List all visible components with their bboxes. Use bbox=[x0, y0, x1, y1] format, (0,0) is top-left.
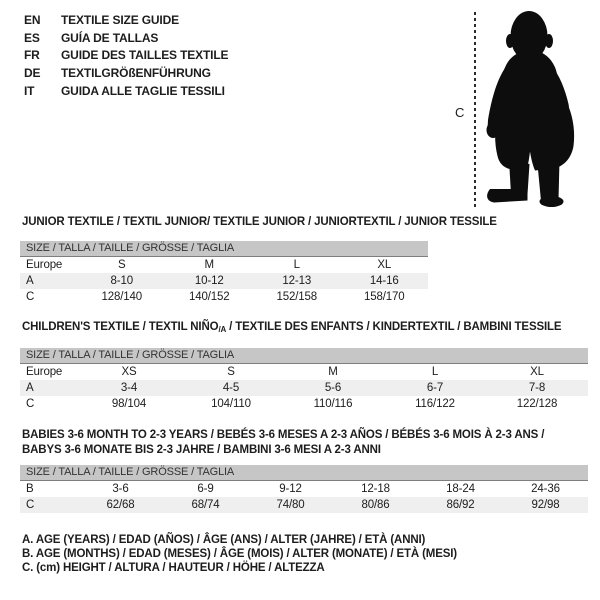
note-line-a: A. AGE (YEARS) / EDAD (AÑOS) / ÂGE (ANS) / ALTER (JAHRE) / ETÀ (ANNI) bbox=[22, 534, 426, 546]
language-title: GUIDA ALLE TAGLIE TESSILI bbox=[61, 84, 225, 99]
table-cell: 12-18 bbox=[361, 483, 390, 495]
language-row bbox=[24, 29, 228, 47]
table-cell: 98/104 bbox=[111, 398, 147, 410]
section-title-line2: BABYS 3-6 MONATE BIS 2-3 JAHRE / BAMBINI 3-6 MESI A 2-3 ANNI bbox=[22, 444, 381, 456]
table-cell: 74/80 bbox=[276, 499, 305, 511]
table-cell: L bbox=[293, 259, 300, 271]
table-cell: 6-7 bbox=[426, 382, 444, 394]
section-babies bbox=[20, 428, 588, 513]
table-row bbox=[20, 364, 588, 380]
language-row bbox=[24, 47, 228, 65]
section-children bbox=[20, 321, 588, 412]
size-table-children bbox=[20, 348, 588, 412]
height-marker-label: C bbox=[455, 105, 465, 120]
table-cell: 6-9 bbox=[197, 483, 214, 495]
section-title-prefix: CHILDREN'S TEXTILE / TEXTIL NIÑO bbox=[22, 321, 219, 333]
note-line-c: C. (cm) HEIGHT / ALTURA / HAUTEUR / HÖHE / ALTEZZA bbox=[22, 562, 325, 574]
table-cell: 3-4 bbox=[120, 382, 138, 394]
size-table-header: SIZE / TALLA / TAILLE / GRÖSSE / TAGLIA bbox=[20, 241, 428, 257]
language-code: DE bbox=[24, 66, 41, 81]
table-cell: 62/68 bbox=[106, 499, 135, 511]
table-cell: 8-10 bbox=[110, 275, 133, 287]
language-list bbox=[24, 11, 228, 100]
language-code: FR bbox=[24, 48, 40, 63]
baby-silhouette-icon bbox=[484, 8, 580, 208]
size-table-babies bbox=[20, 465, 588, 513]
language-title: GUIDE DES TAILLES TEXTILE bbox=[61, 48, 229, 63]
table-cell: 4-5 bbox=[222, 382, 240, 394]
table-cell: 116/122 bbox=[415, 398, 455, 410]
table-row bbox=[20, 380, 588, 396]
row-label: Europe bbox=[26, 259, 63, 271]
size-table-junior bbox=[20, 241, 428, 305]
section-title-line1: BABIES 3-6 MONTH TO 2-3 YEARS / BEBÉS 3-6 MESES A 2-3 AÑOS / BÉBÉS 3-6 MOIS À 2-3 ANS / bbox=[22, 429, 545, 441]
table-cell: S bbox=[117, 259, 126, 271]
table-cell: XL bbox=[530, 366, 544, 378]
table-cell: 122/128 bbox=[516, 398, 558, 410]
table-row bbox=[20, 396, 588, 412]
language-row bbox=[24, 64, 228, 82]
legend-notes bbox=[22, 533, 457, 575]
language-row bbox=[24, 11, 228, 29]
section-title bbox=[20, 321, 588, 336]
table-cell: 7-8 bbox=[528, 382, 546, 394]
language-code: ES bbox=[24, 30, 40, 45]
size-table-header: SIZE / TALLA / TAILLE / GRÖSSE / TAGLIA bbox=[20, 348, 588, 364]
table-cell: 86/92 bbox=[446, 499, 475, 511]
language-code: IT bbox=[24, 84, 35, 99]
section-title: JUNIOR TEXTILE / TEXTIL JUNIOR/ TEXTILE JUNIOR / JUNIORTEXTIL / JUNIOR TESSILE bbox=[22, 216, 497, 228]
language-row bbox=[24, 82, 228, 100]
table-row bbox=[20, 273, 428, 289]
size-table-header: SIZE / TALLA / TAILLE / GRÖSSE / TAGLIA bbox=[20, 465, 588, 481]
table-cell: 104/110 bbox=[211, 398, 251, 410]
table-cell: 12-13 bbox=[282, 275, 312, 287]
table-cell: XL bbox=[377, 259, 392, 271]
row-label: B bbox=[26, 483, 34, 495]
row-label: A bbox=[26, 275, 34, 287]
table-cell: XS bbox=[121, 366, 137, 378]
row-label: C bbox=[26, 398, 35, 410]
table-cell: 128/140 bbox=[101, 291, 143, 303]
table-cell: 158/170 bbox=[363, 291, 405, 303]
section-title bbox=[20, 428, 588, 458]
table-cell: 140/152 bbox=[188, 291, 230, 303]
row-label: C bbox=[26, 499, 35, 511]
section-junior bbox=[20, 216, 497, 305]
table-row bbox=[20, 257, 428, 273]
row-label: Europe bbox=[26, 366, 63, 378]
row-label: C bbox=[26, 291, 35, 303]
table-cell: 80/86 bbox=[361, 499, 390, 511]
table-cell: 14-16 bbox=[369, 275, 399, 287]
table-cell: L bbox=[431, 366, 439, 378]
language-title: TEXTILGRÖßENFÜHRUNG bbox=[61, 66, 211, 81]
table-cell: 10-12 bbox=[194, 275, 224, 287]
row-label: A bbox=[26, 382, 34, 394]
table-cell: 24-36 bbox=[531, 483, 560, 495]
table-cell: M bbox=[328, 366, 338, 378]
table-cell: 68/74 bbox=[191, 499, 220, 511]
language-title: GUÍA DE TALLAS bbox=[61, 30, 159, 45]
table-cell: 9-12 bbox=[279, 483, 302, 495]
table-cell: 110/116 bbox=[313, 398, 353, 410]
table-cell: 92/98 bbox=[531, 499, 560, 511]
table-row bbox=[20, 289, 428, 305]
table-row bbox=[20, 481, 588, 497]
language-code: EN bbox=[24, 12, 41, 27]
section-title-subscript: /A bbox=[218, 325, 227, 334]
table-cell: 5-6 bbox=[324, 382, 342, 394]
note-line-b: B. AGE (MONTHS) / EDAD (MESES) / ÂGE (MOIS) / ALTER (MONATE) / ETÀ (MESI) bbox=[22, 548, 457, 560]
table-cell: 152/158 bbox=[276, 291, 318, 303]
table-cell: S bbox=[227, 366, 235, 378]
height-measure-line bbox=[474, 12, 476, 208]
language-title: TEXTILE SIZE GUIDE bbox=[61, 12, 179, 27]
section-title-suffix: / TEXTILE DES ENFANTS / KINDERTEXTIL / BAMBINI TESSILE bbox=[226, 321, 562, 333]
table-cell: M bbox=[204, 259, 214, 271]
table-row bbox=[20, 497, 588, 513]
table-cell: 3-6 bbox=[112, 483, 129, 495]
table-cell: 18-24 bbox=[446, 483, 475, 495]
